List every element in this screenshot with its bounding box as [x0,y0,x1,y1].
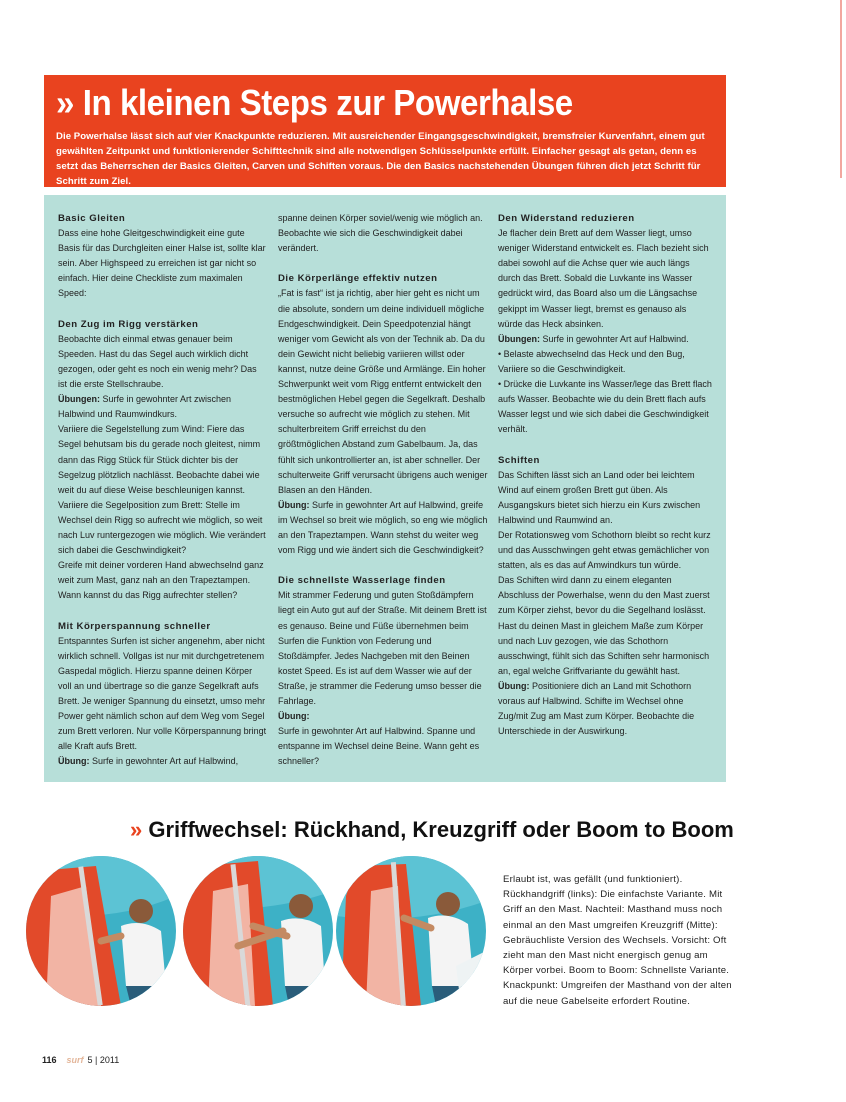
paragraph: spanne deinen Körper soviel/wenig wie möglich an. Beobachte wie sich die Geschwindigkeit dabei verändert. [278,213,483,254]
paragraph-text: Surfe in gewohnter Art auf Halbwind. [540,333,689,344]
photo-caption: Erlaubt ist, was gefällt (und funktioniert). Rückhandgriff (links): Die einfachste Variante. Mit Griff an den Mast. Nachteil: Masthand muss noch einmal an den Mast umgreifen Kreuzgriff (Mitte): Gebräuchliste Version des Wechsels. Vorsicht: Oft zieht man den Mast nicht energisch genug am Körper vorbei. Boom to Boom: Schnellste Variante. Knackpunkt: Umgreifen der Masthand von der alten auf die neue Gabelseite erfordert Routine. [503,874,732,1007]
section-title-text: Griffwechsel: Rückhand, Kreuzgriff oder Boom to Boom [142,817,734,842]
paragraph: Je flacher dein Brett auf dem Wasser liegt, umso weniger Widerstand entwickelt es. Flach bezieht sich dabei sowohl auf die Achse quer wie auch längs durch das Brett. Sobald die Luvkante ins Wasser gedrückt wird, das Board also um die Längsachse gekippt im Wasser liegt, bremst es genauso als würde das Heck absinken. [498,228,709,329]
paragraph [498,679,712,739]
text-column-3 [498,211,712,739]
label-uebung: Übung: [58,756,90,767]
paragraph: Mit strammer Federung und guten Stoßdämpfern liegt ein Auto gut auf der Straße. Mit deinem Brett ist es genauso. Beine und Füße übernehmen beim Surfen die Funktion von Federung und Stoßdämpfer. Jedes Nachgeben mit den Beinen kostet Speed. Es ist auf dem Wasser wie auf der Straße, je strammer die Federung umso besser die Fahrlage. [278,590,487,706]
label-uebungen: Übungen: [498,333,540,344]
paragraph: Entspanntes Surfen ist sicher angenehm, aber nicht wirklich schnell. Vollgas ist nur mit durchgetretenem Gaspedal möglich. Hierzu spanne deinen Körper voll an und übertrage so die ganze Segelkraft aufs Brett. Je weniger Spannung du einsetzt, umso mehr Power geht nämlich schon auf dem Weg vom Segel zum Brett verloren. Nur volle Körperspannung bringt alle Kraft aufs Brett. [58,635,267,752]
paragraph: Das Schiften wird dann zu einem eleganten Abschluss der Powerhalse, wenn du den Mast zuerst zum Körper ziehst, bevor du die Segelhand loslässt. Hast du deinen Mast in gleichem Maße zum Körper und nach Luv gezogen, wie das Schothorn ausschwingt, fühlt sich das Schiften sehr harmonisch an, egal welche Griffvariante du gewählt hast. [498,575,710,676]
label-uebung: Übung: [278,499,310,510]
paragraph: • Drücke die Luvkante ins Wasser/lege das Brett flach aufs Wasser. Beobachte wie du dein Brett flach aufs Wasser legst und wie sich dabei die Geschwindigkeit verhält. [498,379,712,435]
paragraph: Variiere die Segelposition zum Brett: Stelle im Wechsel dein Rigg so aufrecht wie möglich, so weit nach Luv runtergezogen wie möglich. Wie verändert sich dabei die Geschwindigkeit? [58,499,266,556]
page-footer [42,1055,119,1065]
header-banner [44,75,726,187]
text-column-2 [278,211,488,769]
heading-widerstand: Den Widerstand reduzieren [498,213,635,224]
paragraph-text: Surfe in gewohnter Art zwischen Halbwind und Raumwindkurs. [58,394,232,420]
paragraph-text: Surfe in gewohnter Art auf Halbwind, greife im Wechsel so breit wie möglich, so eng wie möglich an den Trapeztampen. Wann stehst du weiter weg vom Rigg und wie ändert sich die Geschwindigkeit? [278,499,488,556]
label-uebung: Übung: [498,680,530,691]
photo-strip [26,856,506,1006]
windsurfer-photo-illustration [336,856,486,1006]
intro-paragraph: Die Powerhalse lässt sich auf vier Knackpunkte reduzieren. Mit ausreichender Eingangsgeschwindigkeit, bremsfreier Kurvenfahrt, einem gut gewählten Zeitpunkt und funktionierender Schifttechnik sind alle notwendigen Schlüsselpunkte erfüllt. Einfacher gesagt als getan, denn es setzt das Beherrschen der Basics Gleiten, Carven und Schiften voraus. Die den Basics nachstehenden Übungen führen dich jetzt Schritt für Schritt zum Ziel. [56,131,705,187]
paragraph: Variiere die Segelstellung zum Wind: Fiere das Segel behutsam bis du gerade noch gleitest, nimm dann das Rigg Stück für Stück dichter bis der Segelzug plötzlich nachlässt. Beobachte dabei wie weit du auf diese Weise beschleunigen kannst. [58,424,261,495]
paragraph [278,498,488,558]
page-edge-line [840,0,842,178]
heading-koerperlaenge: Die Körperlänge effektiv nutzen [278,273,438,285]
page-number: 116 [42,1055,57,1065]
paragraph [278,709,488,724]
windsurfer-photo-illustration [183,856,333,1006]
photo-boom-to-boom [336,856,486,1006]
paragraph: Beobachte dich einmal etwas genauer beim Speeden. Hast du das Segel auch wirklich dicht gezogen, oder geht es noch ein wenig mehr? Das ist die erste Stellschraube. [58,333,257,390]
section-title [130,815,734,845]
paragraph: Das Schiften lässt sich an Land oder bei leichtem Wind auf einem großen Brett gut üben. Als Ausgangskurs bietet sich hierzu ein Kurs zwischen Halbwind und Raumwind an. [498,469,701,525]
paragraph: Dass eine hohe Gleitgeschwindigkeit eine gute Basis für das Durchgleiten einer Halse ist, sollte klar sein. Aber Highspeed zu erreichen ist gar nicht so einfach. Hier deine Checkliste zum maximalen Speed: [58,228,266,299]
paragraph: Greife mit deiner vorderen Hand abwechselnd ganz weit zum Mast, ganz nah an den Trapeztampen. Wann kannst du das Rigg aufrechter stellen? [58,560,264,601]
paragraph [58,392,268,422]
paragraph: Der Rotationsweg vom Schothorn bleibt so recht kurz und das Ausschwingen geht etwas gemächlicher von statten, als es das auf Amwindkurs tun würde. [498,529,711,571]
magazine-logo: surf [66,1055,84,1065]
paragraph: Surfe in gewohnter Art auf Halbwind. Spanne und entspanne im Wechsel deine Beine. Wann geht es schneller? [278,726,480,767]
heading-basic-gleiten: Basic Gleiten [58,213,126,224]
paragraph [58,754,268,769]
heading-zug-im-rigg: Den Zug im Rigg verstärken [58,318,199,330]
heading-schiften: Schiften [498,454,540,466]
label-uebungen: Übungen: [58,394,100,405]
issue-number: 5 | 2011 [87,1055,120,1065]
paragraph: • Belaste abwechselnd das Heck und den Bug, Variiere so die Geschwindigkeit. [498,348,685,374]
label-uebung: Übung: [278,711,310,722]
windsurfer-photo-illustration [26,856,176,1006]
paragraph-text: Positioniere dich an Land mit Schothorn voraus auf Halbwind. Schifte im Wechsel ohne Zug/mit Zug am Mast zum Körper. Beobachte die Unterschiede in der Auswirkung. [498,680,695,737]
paragraph: „Fat is fast“ ist ja richtig, aber hier geht es nicht um die absolute, sondern um deine individuell mögliche Endgeschwindigkeit. Dein Speedpotenzial hängt weniger vom Gewicht als von der Technik ab. Da du dein Gewicht nicht beliebig variieren willst oder kannst, nutze deine Größe und Armlänge. Ein hoher Schwerpunkt weit vom Rigg entfernt entwickelt den bestmöglichen Hebel gegen die Segelkraft. Deshalb versuche so aufrecht wie möglich zu stehen. Mit schulterbreitem Griff erreichst du den größtmöglichen Abstand zum Gabelbaum. Ja, das fühlt sich unkontrollierter an, ist aber schneller. Der schulterweite Griff verursacht übrigens auch weniger Blasen an den Händen. [278,288,488,495]
page-title: » In kleinen Steps zur Powerhalse [56,82,573,123]
section-title-mark: » [130,817,143,842]
photo-rueckhand [26,856,176,1006]
paragraph-text: Surfe in gewohnter Art auf Halbwind, [89,756,239,767]
paragraph [498,332,712,347]
heading-koerperspannung: Mit Körperspannung schneller [58,620,211,632]
heading-wasserlage: Die schnellste Wasserlage finden [278,575,446,587]
photo-kreuzgriff [183,856,333,1006]
text-column-1 [58,211,268,769]
